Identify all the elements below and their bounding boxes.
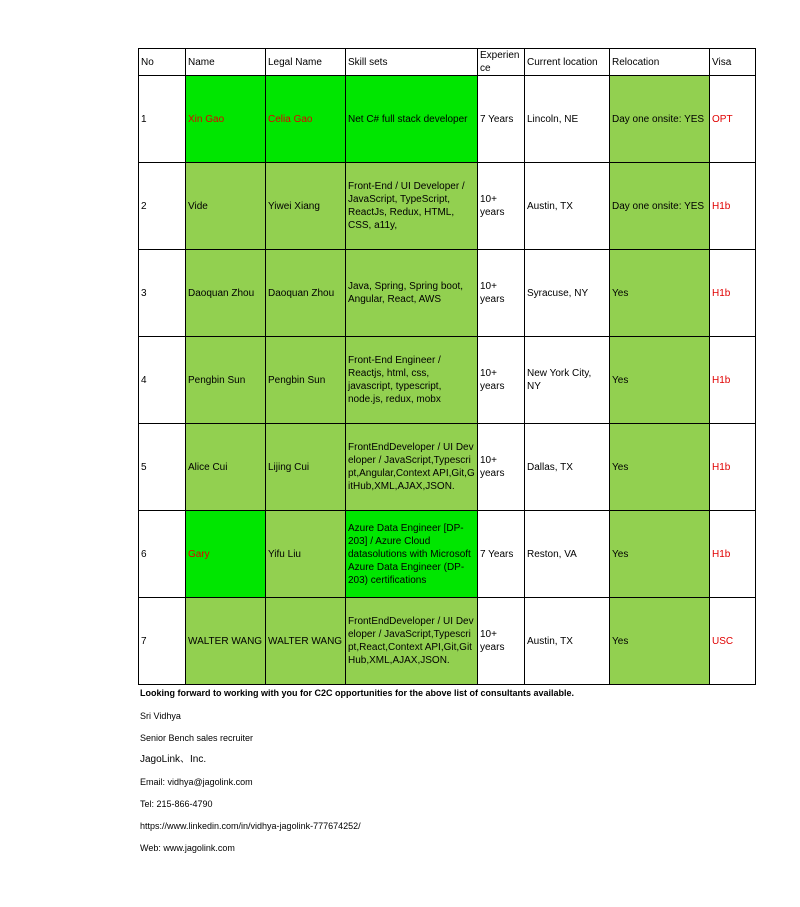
cell-relocation: Day one onsite: YES [610, 76, 710, 163]
header-no: No [139, 49, 186, 76]
header-experience: Experience [478, 49, 525, 76]
table-row [139, 337, 756, 424]
header-current-location: Current location [525, 49, 610, 76]
cell-legal-name: Lijing Cui [266, 424, 346, 511]
cell-visa: H1b [710, 163, 756, 250]
cell-legal-name: Yiwei Xiang [266, 163, 346, 250]
cell-skills: FrontEndDeveloper / UI Developer / JavaScript,Typescript,Angular,Context API,Git,GitHub,XML,AJAX,JSON. [346, 424, 478, 511]
cell-no: 7 [139, 598, 186, 685]
table-row [139, 424, 756, 511]
cell-legal-name: WALTER WANG [266, 598, 346, 685]
table-row [139, 250, 756, 337]
closing-note: Looking forward to working with you for C2C opportunities for the above list of consultants available. [140, 688, 575, 698]
table-row [139, 511, 756, 598]
cell-visa: OPT [710, 76, 756, 163]
table-row [139, 76, 756, 163]
sender-email: Email: vidhya@jagolink.com [140, 777, 253, 787]
table-row [139, 598, 756, 685]
cell-experience: 7 Years [478, 511, 525, 598]
company-name: JagoLink、Inc. [140, 754, 207, 765]
cell-no: 2 [139, 163, 186, 250]
cell-name: Gary [186, 511, 266, 598]
cell-legal-name: Celia Gao [266, 76, 346, 163]
header-name: Name [186, 49, 266, 76]
cell-legal-name: Pengbin Sun [266, 337, 346, 424]
cell-visa: USC [710, 598, 756, 685]
cell-no: 5 [139, 424, 186, 511]
cell-location: New York City, NY [525, 337, 610, 424]
cell-location: Austin, TX [525, 598, 610, 685]
header-visa: Visa [710, 49, 756, 76]
cell-skills: Azure Data Engineer [DP-203] / Azure Cloud datasolutions with Microsoft Azure Data Engineer (DP-203) certifications [346, 511, 478, 598]
cell-experience: 10+ years [478, 337, 525, 424]
cell-skills: FrontEndDeveloper / UI Developer / JavaScript,Typescript,React,Context API,Git,GitHub,XML,AJAX,JSON. [346, 598, 478, 685]
cell-name: WALTER WANG [186, 598, 266, 685]
cell-experience: 7 Years [478, 76, 525, 163]
linkedin-url: https://www.linkedin.com/in/vidhya-jagolink-777674252/ [140, 821, 361, 831]
cell-no: 4 [139, 337, 186, 424]
cell-relocation: Yes [610, 250, 710, 337]
cell-name: Alice Cui [186, 424, 266, 511]
cell-no: 6 [139, 511, 186, 598]
cell-skills: Java, Spring, Spring boot, Angular, React, AWS [346, 250, 478, 337]
cell-location: Syracuse, NY [525, 250, 610, 337]
cell-skills: Front-End / UI Developer / JavaScript, TypeScript, ReactJs, Redux, HTML, CSS, a11y, [346, 163, 478, 250]
consultant-table [138, 48, 756, 685]
table-header-row [139, 49, 756, 76]
cell-relocation: Yes [610, 511, 710, 598]
cell-no: 3 [139, 250, 186, 337]
header-relocation: Relocation [610, 49, 710, 76]
cell-no: 1 [139, 76, 186, 163]
cell-relocation: Yes [610, 598, 710, 685]
cell-experience: 10+ years [478, 424, 525, 511]
cell-visa: H1b [710, 511, 756, 598]
table-row [139, 163, 756, 250]
sender-name: Sri Vidhya [140, 711, 181, 721]
cell-relocation: Day one onsite: YES [610, 163, 710, 250]
cell-name: Daoquan Zhou [186, 250, 266, 337]
website-url: Web: www.jagolink.com [140, 843, 235, 853]
sender-title: Senior Bench sales recruiter [140, 733, 254, 743]
cell-experience: 10+ years [478, 163, 525, 250]
cell-location: Lincoln, NE [525, 76, 610, 163]
header-legal-name: Legal Name [266, 49, 346, 76]
cell-legal-name: Daoquan Zhou [266, 250, 346, 337]
signature-block [140, 688, 574, 863]
cell-skills: Front-End Engineer / Reactjs, html, css, javascript, typescript, node.js, redux, mobx [346, 337, 478, 424]
sender-phone: Tel: 215-866-4790 [140, 799, 213, 809]
cell-relocation: Yes [610, 337, 710, 424]
cell-visa: H1b [710, 337, 756, 424]
cell-location: Austin, TX [525, 163, 610, 250]
cell-visa: H1b [710, 424, 756, 511]
cell-experience: 10+ years [478, 250, 525, 337]
cell-location: Dallas, TX [525, 424, 610, 511]
cell-name: Xin Gao [186, 76, 266, 163]
cell-name: Pengbin Sun [186, 337, 266, 424]
cell-location: Reston, VA [525, 511, 610, 598]
cell-skills: Net C# full stack developer [346, 76, 478, 163]
cell-name: Vide [186, 163, 266, 250]
cell-relocation: Yes [610, 424, 710, 511]
cell-visa: H1b [710, 250, 756, 337]
cell-experience: 10+ years [478, 598, 525, 685]
header-skill-sets: Skill sets [346, 49, 478, 76]
cell-legal-name: Yifu Liu [266, 511, 346, 598]
